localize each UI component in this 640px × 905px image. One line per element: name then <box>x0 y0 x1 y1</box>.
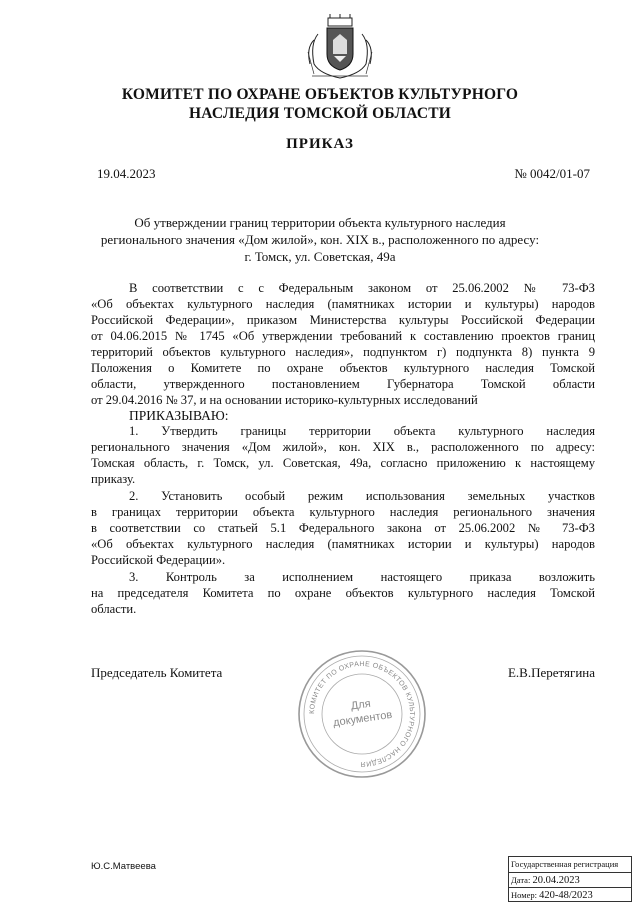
subject-line: регионального значения «Дом жилой», кон. XIX в., расположенного по адресу: <box>100 232 540 247</box>
body-line: области. <box>91 602 137 616</box>
org-name-line1: КОМИТЕТ ПО ОХРАНЕ ОБЪЕКТОВ КУЛЬТУРНОГО <box>121 86 519 103</box>
body-line: В соответствии с с Федеральным законом от 25.06.2002 № 73-ФЗ <box>129 281 595 295</box>
body-line: Российской Федерации», приказом Министерства культуры Российской Федерации <box>91 313 595 327</box>
body-line: Томская область, г. Томск, ул. Советская, 49а, согласно приложению к настоящему <box>91 456 595 470</box>
org-name-line2: НАСЛЕДИЯ ТОМСКОЙ ОБЛАСТИ <box>188 105 452 122</box>
body-line: приказу. <box>91 472 136 486</box>
body-line: от 04.06.2015 № 1745 «Об утверждении требований к составлению проектов границ <box>91 329 595 343</box>
body-line: 1. Утвердить границы территории объекта культурного наследия <box>129 424 595 438</box>
body-line: территорий объектов культурного наследия», подпунктом г) подпункта 8) пункта 9 <box>91 345 595 359</box>
body-line: от 29.04.2016 № 37, и на основании историко-культурных исследований <box>91 393 478 407</box>
body-line: в соответствии со статьей 5.1 Федерального закона от 25.06.2002 № 73-ФЗ <box>91 521 595 535</box>
doc-type-title: ПРИКАЗ <box>286 136 354 152</box>
executor-name: Ю.С.Матвеева <box>91 861 156 872</box>
body-line: «Об объектах культурного наследия (памятниках истории и культуры) народов <box>91 537 595 551</box>
registration-number-value: 420-48/2023 <box>539 890 593 902</box>
body-line: регионального значения «Дом жилой», кон. XIX в., расположенного по адресу: <box>91 440 595 454</box>
registration-box <box>508 856 632 902</box>
subject-line: Об утверждении границ территории объекта культурного наследия <box>134 215 506 230</box>
body-line: Положения о Комитете по охране объектов культурного наследия Томской <box>91 361 595 375</box>
body-line: в границах территории объекта культурного наследия регионального значения <box>91 505 595 519</box>
signer-position: Председатель Комитета <box>91 665 223 680</box>
registration-date-value: 20.04.2023 <box>532 874 580 886</box>
registration-number <box>509 888 631 903</box>
body-line: на председателя Комитета по охране объектов культурного наследия Томской <box>91 586 595 600</box>
order-number: № 0042/01-07 <box>514 166 590 181</box>
stamp-center-text: документов <box>332 708 393 730</box>
order-date: 19.04.2023 <box>97 166 156 181</box>
body-line: «Об объектах культурного наследия (памятниках истории и культуры) народов <box>91 297 595 311</box>
registration-number-label: Номер: <box>511 890 537 901</box>
body-line: 2. Установить особый режим использования земельных участков <box>129 489 595 503</box>
signer-name: Е.В.Перетягина <box>507 665 595 680</box>
official-stamp <box>296 648 428 780</box>
body-line: 3. Контроль за исполнением настоящего приказа возложить <box>129 570 595 584</box>
registration-date-label: Дата: <box>511 874 531 885</box>
order-directive: ПРИКАЗЫВАЮ: <box>129 408 229 423</box>
registration-date <box>509 873 631 889</box>
coat-of-arms-icon <box>300 14 380 80</box>
body-line: области, утвержденного постановлением Губернатора Томской области <box>91 377 595 391</box>
stamp-ring-text: КОМИТЕТ ПО ОХРАНЕ ОБЪЕКТОВ КУЛЬТУРНОГО НАСЛЕДИЯ <box>308 660 416 768</box>
body-line: Российской Федерации». <box>91 553 226 567</box>
stamp-center-text: Для <box>350 697 372 713</box>
subject-line: г. Томск, ул. Советская, 49а <box>244 249 396 264</box>
registration-title: Государственная регистрация <box>509 857 631 873</box>
